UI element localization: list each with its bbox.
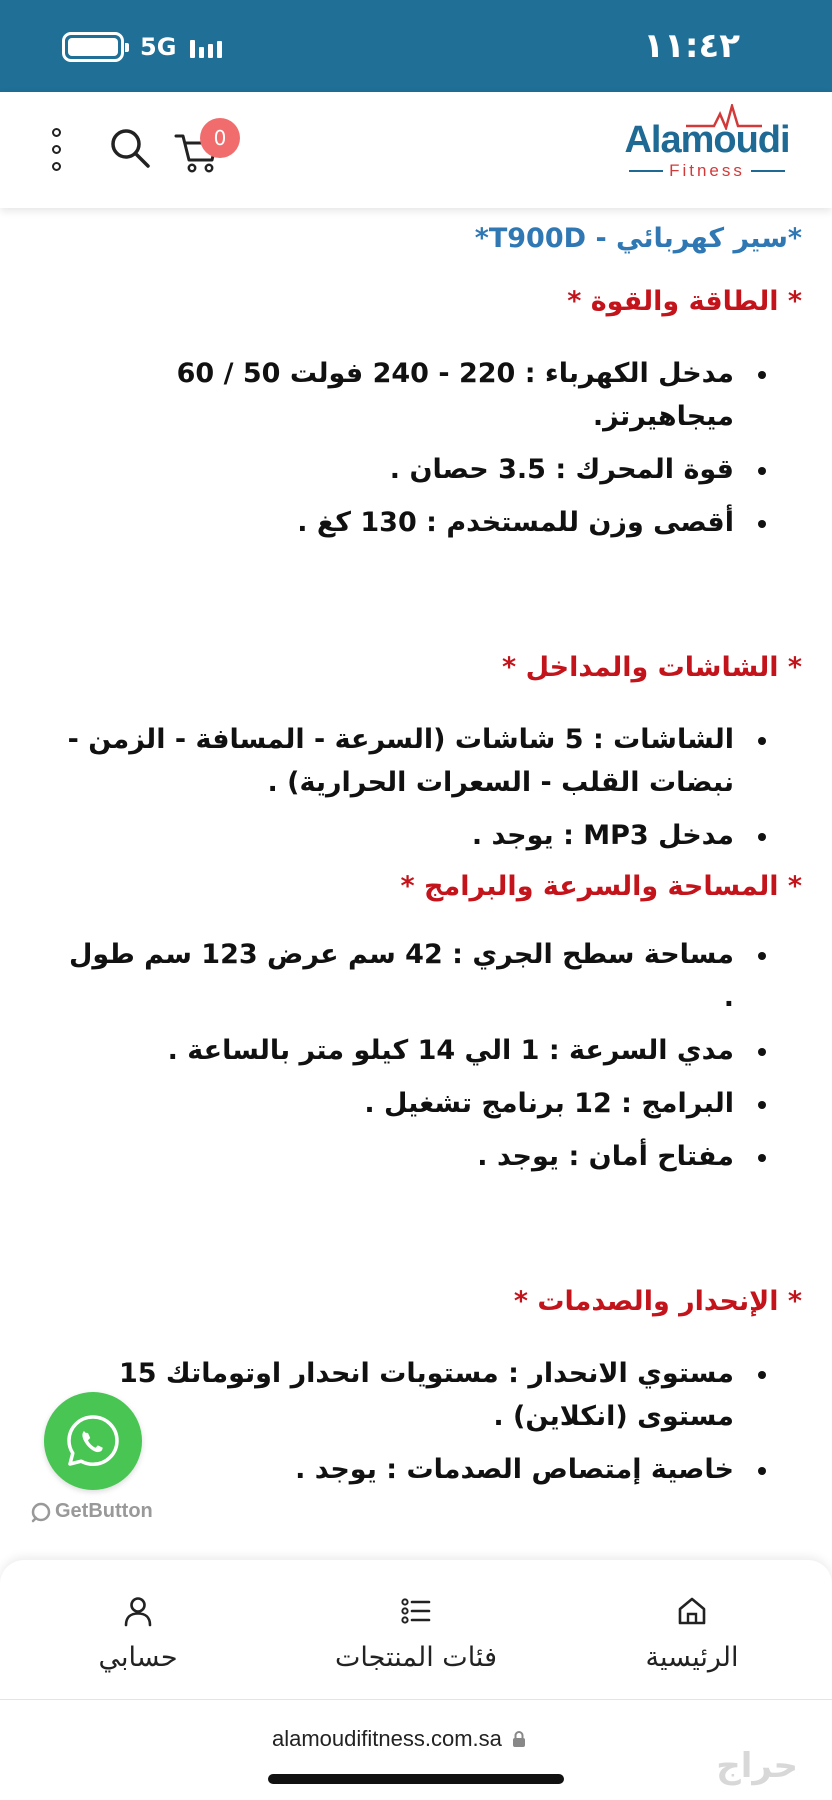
- spec-item: مدخل الكهرباء : 220 - 240 فولت 50 / 60 ميجاهيرتز.: [60, 352, 776, 438]
- nav-home-label: الرئيسية: [645, 1642, 739, 1673]
- url-display[interactable]: [272, 1726, 526, 1752]
- getbutton-label: GetButton: [55, 1500, 153, 1522]
- spec-list: [60, 1352, 776, 1491]
- logo-sub: [622, 161, 792, 181]
- spec-item: أقصى وزن للمستخدم : 130 كغ .: [60, 501, 776, 544]
- spec-item: مدي السرعة : 1 الي 14 كيلو متر بالساعة .: [60, 1029, 776, 1072]
- section-heading: * المساحة والسرعة والبرامج *: [400, 871, 802, 902]
- battery-icon: [62, 32, 124, 62]
- spec-item: خاصية إمتصاص الصدمات : يوجد .: [60, 1448, 776, 1491]
- product-description: [60, 216, 802, 1501]
- home-icon: [675, 1594, 709, 1628]
- lock-icon: [512, 1730, 526, 1748]
- list-icon: [399, 1594, 433, 1628]
- spec-item: مستوي الانحدار : مستويات انحدار اوتوماتك 15 مستوى (انكلاين) .: [60, 1352, 776, 1438]
- spec-item: قوة المحرك : 3.5 حصان .: [60, 448, 776, 491]
- spec-item: مساحة سطح الجري : 42 سم عرض 123 سم طول .: [60, 933, 776, 1019]
- whatsapp-button[interactable]: [44, 1392, 142, 1490]
- logo-main-text: Alamoudi: [624, 119, 790, 161]
- site-header: [0, 92, 832, 208]
- search-icon[interactable]: [108, 126, 152, 170]
- vertical-dots-icon[interactable]: [52, 128, 61, 171]
- cart-count-badge[interactable]: 0: [200, 118, 240, 158]
- network-type: 5G: [140, 33, 177, 61]
- spec-list: [60, 352, 776, 544]
- nav-home[interactable]: [582, 1590, 802, 1673]
- spec-list: [60, 718, 776, 857]
- spec-list: [60, 933, 776, 1178]
- section-heading: * الشاشات والمداخل *: [502, 652, 802, 683]
- product-title: *سير كهربائي - T900D*: [474, 223, 802, 254]
- browser-url-bar[interactable]: [0, 1700, 832, 1800]
- spec-item: الشاشات : 5 شاشات (السرعة - المسافة - الزمن - نبضات القلب - السعرات الحرارية) .: [60, 718, 776, 804]
- spec-item: مدخل MP3 : يوجد .: [60, 814, 776, 857]
- getbutton-icon: [30, 1501, 52, 1523]
- whatsapp-icon: [63, 1411, 123, 1471]
- spec-item: مفتاح أمان : يوجد .: [60, 1135, 776, 1178]
- nav-account[interactable]: [28, 1590, 248, 1673]
- nav-categories[interactable]: [306, 1590, 526, 1673]
- brand-logo[interactable]: [622, 120, 792, 184]
- logo-pulse-icon: [684, 104, 764, 130]
- nav-categories-label: فئات المنتجات: [335, 1642, 497, 1673]
- logo-sub-text: Fitness: [669, 161, 745, 180]
- url-text: alamoudifitness.com.sa: [272, 1726, 502, 1751]
- status-time: ١١:٤٢: [643, 26, 740, 66]
- signal-icon: [190, 36, 222, 58]
- watermark: حراج: [716, 1746, 798, 1786]
- status-left: [62, 32, 222, 62]
- section-heading: * الطاقة والقوة *: [567, 286, 802, 317]
- status-bar: [0, 0, 832, 92]
- spec-item: البرامج : 12 برنامج تشغيل .: [60, 1082, 776, 1125]
- bottom-nav: [0, 1560, 832, 1700]
- section-heading: * الإنحدار والصدمات *: [513, 1286, 802, 1317]
- home-indicator: [268, 1774, 564, 1784]
- user-icon: [121, 1594, 155, 1628]
- nav-account-label: حسابي: [98, 1642, 178, 1673]
- getbutton-link[interactable]: [30, 1500, 153, 1523]
